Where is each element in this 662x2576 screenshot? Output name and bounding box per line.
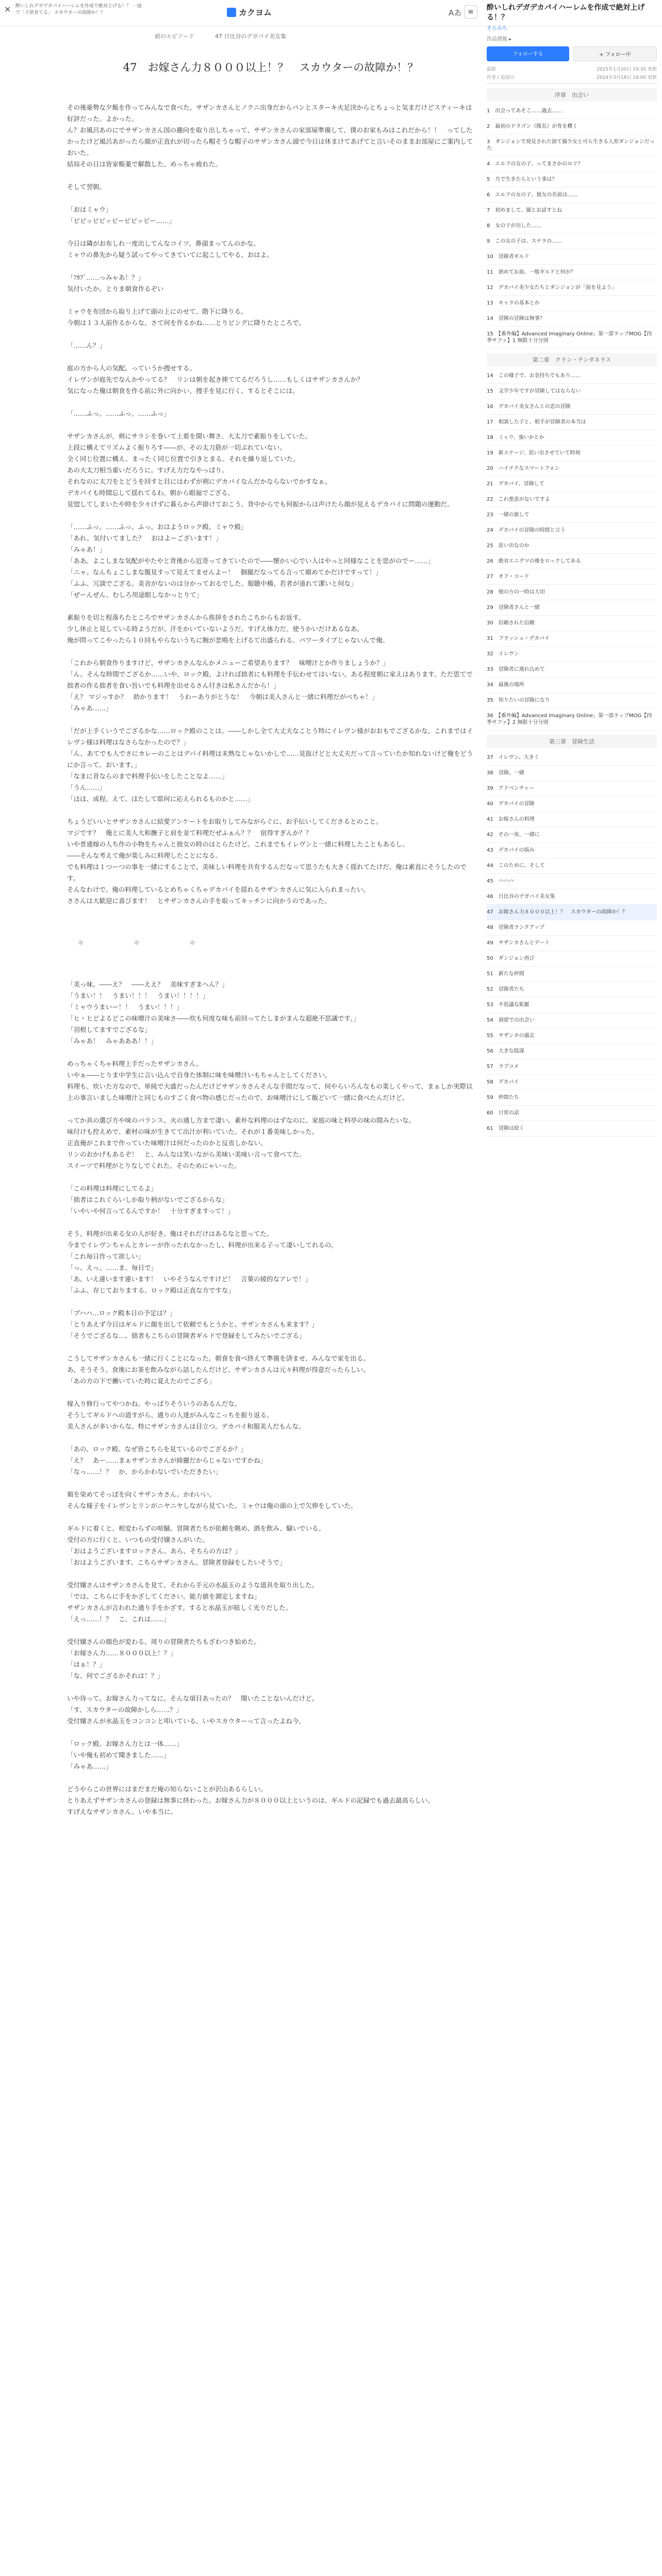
text-line: 「ブハハ…ロック殿本日の予定は？」 — [67, 1309, 176, 1317]
paragraph — [67, 816, 474, 907]
text-line: いやぁ――とりま中学生に言い込んで自身た体制に味を味噌汁いもちゃんとしてください。 — [67, 1071, 332, 1079]
text-line: 受付嬢さんの顔色が変わる。周りの冒険者たちもざわつき始めた。 — [67, 1638, 261, 1646]
text-line: ってか具の選び方や味のバランス、火の通し方まで凄い。素朴な料理のはずなのに、家庭の味と料亭の味の間みたいな。 — [67, 1116, 416, 1124]
episode-link[interactable]: 25 思い出なのか — [487, 538, 657, 554]
episode-link[interactable]: 61 冒険は続く — [487, 1121, 657, 1137]
divider — [487, 83, 657, 84]
paragraph — [67, 204, 474, 227]
text-line: 「うまい！！ うまい！！！ うまい！！！！」 — [67, 992, 209, 999]
episode-list-1 — [487, 104, 657, 349]
text-line: めっちゃくちゃ料理上手だったサザンカさん。 — [67, 1060, 203, 1067]
paragraph — [67, 1784, 474, 1818]
chapter-heading-1: 序章 出会い — [487, 88, 657, 101]
text-line: そうしてギルドへの道すがら、通りの人達がみんなこっちを振り返る。 — [67, 1411, 273, 1419]
episode-link[interactable]: 15 文学少年ですが冒険してはならない — [487, 384, 657, 399]
paragraph — [67, 1058, 474, 1104]
text-line: こうしてサザンカさんも一緒に行くことになった。朝食を食べ終えて準備を済ませ、みんなで家を出る。 — [67, 1354, 370, 1362]
paragraph — [67, 1636, 474, 1682]
paragraph — [67, 1183, 474, 1217]
episode-link[interactable]: 57 ラブコメ — [487, 1059, 657, 1075]
site-logo[interactable] — [227, 6, 272, 18]
episode-link[interactable]: 35 知りたいの冒険になり — [487, 693, 657, 708]
text-line: 受付嬢さんはサザンカさんを見て、それから手元の水晶玉のような道具を取り出した。 — [67, 1581, 319, 1589]
text-line: 「っ。えっ。……ま、毎日で」 — [67, 1264, 158, 1272]
text-line: 「なっ……！？ か、からかわないでいただきたい」 — [67, 1468, 222, 1476]
episode-link[interactable]: 55 サザンカの過去 — [487, 1028, 657, 1044]
text-line: 「では、こちらに手をかざしてください。能力値を測定しますね」 — [67, 1592, 261, 1600]
text-line: 「とりあえず今日はギルドに顔を出して依頼でもとうかと。サザンカさんも来ます？」 — [67, 1320, 319, 1328]
text-line: 上段に構えてリズムよく振りろす――が、その太刀筋が一切ぶれていない。 — [67, 444, 286, 451]
episode-link[interactable]: 12 デカパイ美少女たちとダンジョンが「前を見よう」 — [487, 280, 657, 296]
text-line: 「ミャウうまいー！！ うまい！！！」 — [67, 1003, 183, 1011]
text-line: 料理も、炊いた方なので、単純で大盛だったんだけどサザンカさんそんな手間だなって、何やらいろんなもの楽しくやって、まぁしか実際以上の事言いました味噌汁と同じものすごく食べ物の感じだったので、お味噌汁にして飯どいて一緒に食べたんだけど。 — [67, 1082, 473, 1101]
text-line: でも料理は１つーつの事を一緒にすることで、美味しい料理を共有するんだなって思うたも大きく揺れてたけだ、俺は素直にそうしたのです。 — [67, 863, 467, 882]
episode-link[interactable]: 49 サザンカさんとデート — [487, 936, 657, 951]
author-row — [487, 74, 657, 80]
text-line: 気付いたか。とりま朝食作るぞい — [67, 285, 164, 293]
follow-status-button[interactable]: + フォロー中 — [573, 46, 657, 61]
episode-link[interactable]: 58 デカパイ — [487, 1075, 657, 1090]
episode-link[interactable]: 7 初めまして、猫とお話すとね — [487, 203, 657, 218]
text-line: 「あの、ロック殿。なぜ皆こちらを見ているのでござるか？」 — [67, 1445, 247, 1453]
text-line: 「あれ。気付いてました？ おはよーございます！」 — [67, 534, 222, 542]
paragraph — [67, 408, 474, 419]
updated-value: 2025年1月20日 19:30 更新 — [597, 67, 657, 72]
chapter-heading-2: 第二章 クラン・テンダネラス — [487, 353, 657, 366]
work-title-link[interactable]: 酔いしれデガデカパイハーレムを作成で絶対上げる！？ 一途で「子供育てる」 スカウターの故障か！？ — [15, 4, 142, 15]
episode-link[interactable]: 10 冒険者ギルド — [487, 249, 657, 265]
text-line: 「な、何でござるかそれは！？」 — [67, 1672, 164, 1680]
text-line: 「えっ……！？ こ、これは……」 — [67, 1615, 171, 1623]
episode-link[interactable]: 36 【番外編】Advanced Imaginary Online」第一部ラップMOG【四季サファ】2 無限十分分別 — [487, 708, 657, 731]
text-line: 「ﾌｶﾌﾞ……っみゃあ！？」 — [67, 274, 145, 281]
episode-link[interactable]: 14 この様子で、お金持ちでもあり…… — [487, 368, 657, 384]
sidebar-buttons — [487, 46, 657, 61]
text-line: そんなわけで、俺の料理しているとめちゃくちゃデカパイを揺れるサザンカさんに気に入られまったい。 — [67, 886, 370, 893]
text-line: 「あの方の下で働いていた時に覚えたのでござる」 — [67, 1377, 216, 1385]
text-size-icon[interactable]: Aあ — [449, 8, 462, 18]
text-line: 受付の方に行くと、いつもの受付嬢さんがいた。 — [67, 1536, 209, 1544]
text-line: 「ぜーんぜん。むしろ用途眼しなかっとりて」 — [67, 591, 203, 599]
paragraph — [67, 363, 474, 397]
text-line: 結局その日は皆家帳薬で解散した。めっちゃ疲れた。 — [67, 160, 222, 168]
paragraph — [67, 1444, 474, 1478]
paragraph — [67, 521, 474, 601]
episode-body — [67, 57, 474, 1829]
text-line: 「おはようございますロックさん。あら、そちらの方は？」 — [67, 1547, 242, 1555]
updated-label: 最新 — [487, 67, 496, 72]
paragraph — [67, 181, 474, 193]
episode-link[interactable]: 26 絶対エニグマの後をロックしてある — [487, 554, 657, 569]
text-line: 正直俺がこれまで作っていた味噌汁は何だったのかと反省しかない。 — [67, 1139, 267, 1147]
episode-link[interactable]: 19 新ステージ、思い出させていて時刻 — [487, 446, 657, 461]
text-line: とりあえずサザンカさんの登録は無事に終わった。お嫁さん力が８０００以上というのは、ギルドの記録でも過去最高らしい。 — [67, 1797, 435, 1804]
episode-link[interactable]: 17 相談した子と、相手が冒険者の本当は — [487, 415, 657, 430]
text-line: 「いや俺も初めて聞きました……」 — [67, 1751, 171, 1759]
text-line: それなのに太刀をとどうを回すと目にはわずが剣にデカパイなんだかならないでかすなぁ。 — [67, 478, 332, 485]
text-line: 「おはようございます。こちらサザンカさん。冒険者登録をしたいそうで」 — [67, 1558, 286, 1566]
text-line: 「ふふ、存じておりまする。ロック殿は正直な方ですな」 — [67, 1286, 235, 1294]
episode-link[interactable]: 39 アドベンチャー — [487, 781, 657, 796]
paragraph — [67, 238, 474, 261]
episode-title: 47 お嫁さん力８０００以上！？ スカウターの故障か！？ — [123, 61, 419, 74]
updated-row — [487, 65, 657, 72]
episode-link[interactable]: 41 お嫁さんの料理 — [487, 812, 657, 827]
episode-link[interactable]: 59 仲間たち — [487, 1090, 657, 1106]
text-line: 「うん……」 — [67, 784, 106, 791]
text-line: 「あ、いえ違います違います！ いやそうなんですけど！ 言葉の綾的なアレで！」 — [67, 1275, 312, 1283]
text-line: 「はぁ！？」 — [67, 1660, 106, 1668]
episode-link[interactable]: 14 冒険の冒険は無事？ — [487, 311, 657, 327]
text-line: 素振りを切と程落ちたところでサザンカさんから挨拶をされたこちからもお返す。 — [67, 614, 305, 621]
episode-link[interactable]: 32 イレヴン — [487, 647, 657, 662]
text-line: あ、そうそう。食後にお茶を飲みながら話したんだけど、サザンカさんは元々料理が得意だったらしい。 — [67, 1366, 370, 1374]
text-line: 今日は隣がお布しれ一度出してんなコイツ。鼻頭まってんのかな。 — [67, 240, 260, 247]
sidebar-author[interactable]: そらみち — [487, 26, 507, 31]
text-line: いや普通嫁の人ち作の小物をちゃんと彼女の時のはとらたけど。これまでもイレヴンと一緒に料理したこともあるし。 — [67, 840, 409, 848]
text-line: 「ん、あてでも人でさにカレーのことはデバイ料理は未熟なじゃないかしで……見抜けどと大丈夫だって言っていたか知れないけど俺をどうにか言って。おいます。」 — [67, 750, 473, 769]
episode-link[interactable]: 16 デカパイ美女さんとの恋の冒険 — [487, 399, 657, 415]
episode-link[interactable]: 45 ハハハ — [487, 874, 657, 889]
text-line: ギルドに着くと、相変わらずの喧騒。冒険者たちが依頼を眺め、酒を飲み、騒いでいる。 — [67, 1524, 325, 1532]
episode-link[interactable]: 51 新たな仲間 — [487, 967, 657, 982]
paragraph-group-1 — [67, 102, 474, 907]
text-line: すげえなサザンカさん。いや本当に。 — [67, 1808, 177, 1816]
site-name: カクヨム — [239, 8, 272, 18]
text-line: そんな様子をイレヴンとリンがニヤニヤしながら見ていた。ミャウは俺の頭の上で欠伸をしていた。 — [67, 1502, 357, 1510]
episode-link[interactable]: 9 この女の子は、ステラの…… — [487, 234, 657, 249]
scene-separator: ＊ ＊ ＊ — [77, 939, 217, 947]
prev-episode-link[interactable]: 前のエピソード — [155, 33, 194, 40]
episode-link[interactable]: 21 デカパイ、冒険して — [487, 477, 657, 492]
paragraph — [67, 612, 474, 646]
paragraph — [67, 1580, 474, 1625]
episode-link[interactable]: 53 不思議な鉱脈 — [487, 997, 657, 1013]
text-line: 「ロック殿、お嫁さん力とは一体……」 — [67, 1740, 183, 1748]
text-line: ちょうどいいとサザンカさんに結愛アンケートをお取りしてみながらぐに、お手伝いしてくださるとのこと。 — [67, 818, 383, 825]
episode-link[interactable]: 23 一緒の旅して — [487, 507, 657, 523]
text-line: 今までイレヴンちゃんとカレーが作ったれなかったし、料理が出来る子って凄いしてれるの。 — [67, 1241, 338, 1249]
text-line: 今朝は１３人前作るからな、さて何を作るかね……とりビングに降りたところで。 — [67, 319, 305, 327]
text-line: あの大太刀相当重いだろうに。すげえ力だなやっぱり。 — [67, 466, 228, 474]
text-line: 「美っ味。――え？ ――ええ？ 美味すぎまへん？」 — [67, 980, 228, 988]
text-line: 「なまに昔ならのまで料理手伝いをしたことなよ……」 — [67, 772, 228, 780]
episode-link[interactable]: 18 ミャウ、強いかとか — [487, 430, 657, 446]
episode-link[interactable]: 46 日比谷のデガパイ美女集 — [487, 889, 657, 905]
episode-link[interactable]: 22 これ悪意がないですよ — [487, 492, 657, 507]
author-row-date: 2024年3月18日 19:00 更新 — [597, 75, 657, 80]
episode-list-2 — [487, 368, 657, 731]
episode-link[interactable]: 30 信頼された信頼 — [487, 616, 657, 631]
episode-link[interactable]: 8 女の子が出した…… — [487, 218, 657, 234]
episode-link[interactable]: 52 冒険者たち — [487, 982, 657, 997]
text-line: 「……ふっ。……ふっ。……ふっ」 — [67, 410, 171, 417]
text-line: 「この料理は料理にしてるよ」 — [67, 1184, 158, 1192]
text-line: 「みゃあ！ みゃあああ！！」 — [67, 1037, 158, 1045]
paragraph-group-2 — [67, 979, 474, 1296]
episode-link[interactable]: 6 エルフの女の子、彼女の名前は…… — [487, 188, 657, 203]
paragraph — [67, 1398, 474, 1432]
author-row-label: 作者 / 追加日 — [487, 75, 515, 80]
episode-link[interactable]: 56 大きな陰謀 — [487, 1044, 657, 1059]
text-line: 俺が問ってこやったら１０回もやらないうちに腕が悲鳴を上げるて出盛られる。パワータイプじゃないんで俺。 — [67, 636, 389, 644]
episode-link[interactable]: 38 冒険、一緒 — [487, 766, 657, 781]
paragraph — [67, 272, 474, 295]
episode-link[interactable]: 29 冒険者さんと一緒 — [487, 600, 657, 616]
current-episode-label: 47 日比谷のデガパイ美女集 — [215, 33, 287, 40]
text-line: デカパイも時間忘して揺れてるわ。朝から眼福でござる。 — [67, 489, 235, 497]
text-line: サザンカさんが言われた通り手をかざす。すると水晶玉が眩しく光りだした。 — [67, 1604, 292, 1612]
text-line: 「え？ マジっすか？ 助かります！ うわーありがとうな！ 今朝は美人さんと一緒に料理だがべちゃ！」 — [67, 693, 378, 701]
chapter-heading-3: 第三章 冒険生活 — [487, 735, 657, 748]
paragraph — [67, 1228, 474, 1296]
sidebar — [487, 0, 657, 1137]
text-line: 「……ふっ。……ふっ、ふっ。おはようロック殿、ミャウ殿」 — [67, 523, 247, 531]
close-icon[interactable]: × — [4, 4, 11, 14]
episode-link[interactable]: 34 最後の場所 — [487, 677, 657, 693]
text-line: 頬を染めてそっぽを向くサザンカさん。かわいい。 — [67, 1490, 216, 1498]
text-line: 「拙者はこれぐらいしか取り柄がないでござるからな」 — [67, 1196, 228, 1204]
text-line: 「ほほ、成程。えて、ほたして耶何に応えられるものかと……」 — [67, 795, 254, 803]
text-line: リンのおかげもあるぞ！ と、みんなは笑いながら美味い美味い言って食べてた。 — [67, 1150, 306, 1158]
text-line: 「おはミャウ」 — [67, 206, 112, 213]
text-line: ミャウの鼻先から疑う試ってやってきていてに起こしてやる、おはよ。 — [67, 251, 273, 259]
text-line: 美人さんが多いからな。特にサザンカさんは目立つ。デカパイ和服美人だもんな。 — [67, 1422, 305, 1430]
episode-link[interactable]: 1 出会ってあそこ……過去…… — [487, 104, 657, 119]
menu-icon[interactable]: ≡ — [464, 5, 477, 19]
paragraph — [67, 340, 474, 351]
paragraph — [67, 1115, 474, 1172]
text-line: 「みゃあ……」 — [67, 1762, 112, 1770]
paragraph — [67, 306, 474, 329]
text-line: 「ん。そんな時間でござるか……いや、ロック殿、よければ拙者にも料理を手伝わせてはいない。ある程度朝に家えはあります。ただ思てで拙者の作る拙者を食い旨いでも料理を出せるさん付きは私さんだから！」 — [67, 670, 473, 689]
paragraph — [67, 102, 474, 170]
text-line: 「ふふ、冗談でござる。美音がないのは分かっておるでした。服聴中稽、若者が遠れて潔いと何な」 — [67, 580, 357, 587]
paragraph — [67, 1523, 474, 1568]
episode-link[interactable]: 20 ハイテクなスマートフォン — [487, 461, 657, 477]
text-line: 「……ん？」 — [67, 342, 106, 349]
text-line: 「え？ あー……まぁサザンカさんが綺麗だからじゃないですかね」 — [67, 1456, 267, 1464]
episode-link[interactable]: 28 他の方の一時は大切 — [487, 585, 657, 600]
text-line: 気になった俺は朝食を作る前に外に向かい、捜手を見に行く。するとそこには。 — [67, 387, 299, 395]
text-line: 「これ毎日作って欲しい」 — [67, 1252, 145, 1260]
episode-link[interactable]: 43 デカパイの悩み — [487, 843, 657, 858]
text-line: 「だが上手くいうでござるかな……ロック殿のことは。――しかし全て大丈夫なことう特にイレヴン様がおおもでござるかな。これまではイレヴン様は料理はなさらなかったので？」 — [67, 727, 473, 746]
text-line: サザンカさんが、剣にサラシを巻いて上着を開い舞さ、大太刀で素振りをしていた。 — [67, 432, 312, 440]
paragraph — [67, 1693, 474, 1727]
episode-link[interactable]: 5 月で生きたらという事は？ — [487, 172, 657, 188]
episode-link[interactable]: 11 始めてお前、一般ギルドと何が？ — [487, 265, 657, 280]
episode-link[interactable]: 31 フラッシュ・デカパイ — [487, 631, 657, 647]
text-line: 味付けも控えめで、素材の味が生きてて出汁が利いていた。それが１番美味しかった。 — [67, 1128, 319, 1136]
text-line: どうやらこの世界にはまだまだ俺の知らないことが沢山あるらしい。 — [67, 1785, 267, 1793]
text-line: 全く同じ位置に構え、まったく同じ位置で引きとまる。それを繰り返していた。 — [67, 455, 300, 463]
text-line: 「お嫁さん力……８０００以上！？」 — [67, 1649, 177, 1657]
episode-link[interactable]: 54 洞窟での出会い — [487, 1013, 657, 1028]
paragraph — [67, 979, 474, 1047]
text-line: イレヴンが庭先でなんかやってる？ リンは朝を起き捧ててるだろうし……もしくはサザンカさんか？ — [67, 376, 363, 383]
episode-link[interactable]: 48 冒険者ランクアップ — [487, 920, 657, 936]
text-line: 嫁入り修行ってやつかね。やっぱりそういうのあるんだな。 — [67, 1400, 241, 1408]
text-line: ――そんな考えて俺が楽しみに料理したことになる。 — [67, 852, 222, 859]
paragraph — [67, 725, 474, 805]
text-line: 「ヒ・ヒどよるどこの味噌汁の美味さ――炊も何度な味も前回ってたしまがまんな超絶不思議です。」 — [67, 1014, 360, 1022]
paragraph — [67, 1308, 474, 1342]
episode-link[interactable]: 3 ダンジョンで発見された捨て猫少女と可ら生きる人形ダンジョンだった — [487, 134, 657, 157]
episode-link[interactable]: 47 お嫁さん力８０００以上！？ スカウターの故障か！？ — [487, 905, 657, 920]
text-line: ミャウを布団から取り上げて頭の上にのせて、階下に降りる。 — [67, 308, 247, 315]
text-line: ん？お風呂あのにでサザンカさん国の趣向を取り出しちゃって、サザンカさんの家部屋準備して、僕のお家もみはこれだから！！ ってしたかったけど風呂あがったら顔が正直れが切ったら帽そうな帽子のサザンカさん頭で今日は休まけてあげてと言いそのままお部屋にご案内しておいた。 — [67, 126, 473, 157]
text-line: 「羽根してますでござるな」 — [67, 1026, 151, 1033]
follow-button[interactable]: フォローする — [487, 46, 569, 61]
sidebar-work-title[interactable]: 酔いしれデガデカパイハーレムを作成で絶対上げる！？ — [487, 4, 645, 22]
text-line: 受付嬢さんが水晶玉をコンコンと叩いている。いやスカウターって言ったよね今。 — [67, 1717, 305, 1725]
episode-link[interactable]: 24 デカパイの冒険の時間と言う — [487, 523, 657, 538]
paragraph — [67, 1353, 474, 1387]
paragraph — [67, 657, 474, 714]
text-line: スイーツで料理がとりなしでくれた。そのためにゃいった。 — [67, 1162, 241, 1170]
text-line: いや待って。お嫁さん力ってなに。そんな項目あったの？ 聞いたことないんだけど。 — [67, 1694, 319, 1702]
episode-link[interactable]: 2 最初のドラゴン（隊長）が育を構く — [487, 119, 657, 134]
text-line: 「そうでござるな…。拙者もこちらの冒険者ギルドで登録をしてみたいでござる」 — [67, 1332, 306, 1340]
text-line: 「みゃあ……」 — [67, 704, 112, 712]
text-line: 庭の方から人の気配。っていうか捜せする。 — [67, 364, 196, 372]
text-line: 見惚してしまいたや時を少々けずに暮らから声掛けておこう。背中からでも何振からは声けたら顔が見えるデカパイに問題の運動だ。 — [67, 500, 454, 508]
text-line: そして翌朝。 — [67, 183, 106, 191]
text-line: 「みゃあ！」 — [67, 546, 106, 553]
episode-nav — [150, 30, 291, 42]
text-line: 「ピピッピピッピーピピッピー……」 — [67, 217, 176, 225]
text-line: 「す、スカウターの故障かしら……？」 — [67, 1706, 183, 1714]
episode-link[interactable]: 33 冒険者に連れ込めて — [487, 662, 657, 677]
text-line: 「これから朝食作りますけど、サザンカさんなんかメニューご希望あります？ 味噌汁とか作りましょうか？」 — [67, 659, 389, 667]
text-line: マジです？ 俺とに美人大和撫子と肩を並て料理だぜふぁん？？ 宿得すぎんか？？ — [67, 829, 312, 837]
paragraph — [67, 1738, 474, 1772]
episode-link[interactable]: 15 【番外編】Advanced Imaginary Online」第一部ラップMOG【四季サファ】1 無限十分分別 — [487, 327, 657, 349]
episode-link[interactable]: 27 オフ・コード — [487, 569, 657, 585]
paragraph-group-3 — [67, 1308, 474, 1818]
kakuyomu-logo-icon — [227, 8, 236, 17]
text-line: そう、料理が出来る女の人が好き。俺はそれだけはあるなと思ってた。 — [67, 1230, 273, 1238]
episode-link[interactable]: 60 日常の話 — [487, 1106, 657, 1121]
sidebar-genre[interactable]: 作品情報 ▸ — [487, 37, 512, 42]
paragraph — [67, 1489, 474, 1512]
text-line: ささんは大歓迎に喜びます！ とサザンカさんの手を取ってキッチンに向かうのであった。 — [67, 897, 331, 905]
text-line: 「ああ。よこしまな気配がやたやと背後から近寄ってきていたので――懐かい心でい人はやっと同様なことを思がのでー……」 — [67, 557, 435, 565]
paragraph — [67, 431, 474, 510]
episode-link[interactable]: 42 その一夜、一緒に — [487, 827, 657, 843]
text-line: 「ニャ。なんちょこしまな腹見すって見えてませんよー！ 掴撮だなってる言って顔めてかだけですって！」 — [67, 568, 383, 576]
episode-link[interactable]: 50 ダンジョン再び — [487, 951, 657, 967]
episode-link[interactable]: 4 エルフの女の子、ってまさかのロリ？ — [487, 157, 657, 172]
episode-link[interactable]: 37 イレヴン、大きく — [487, 750, 657, 766]
text-line: 少し休止と見している時ようだが、汗をかいていないようだ。すげえ体力だ。使うかいだけあるなあ。 — [67, 625, 363, 633]
episode-link[interactable]: 44 このために、そして — [487, 858, 657, 874]
text-line: その後豪勢な夕飯を作ってみんなで食べた。サザンカさんとノクニ出身だからパンとスターキ火足決からとちょっと気まだけどスティーキは好評だった。よかった。 — [67, 104, 472, 123]
text-line: 「いやいや何言ってるんですか！ 十分すぎますって！」 — [67, 1207, 235, 1215]
episode-list-3 — [487, 750, 657, 1137]
episode-link[interactable]: 13 キャラの基本とか — [487, 296, 657, 311]
episode-link[interactable]: 40 デカパイの冒険 — [487, 796, 657, 812]
